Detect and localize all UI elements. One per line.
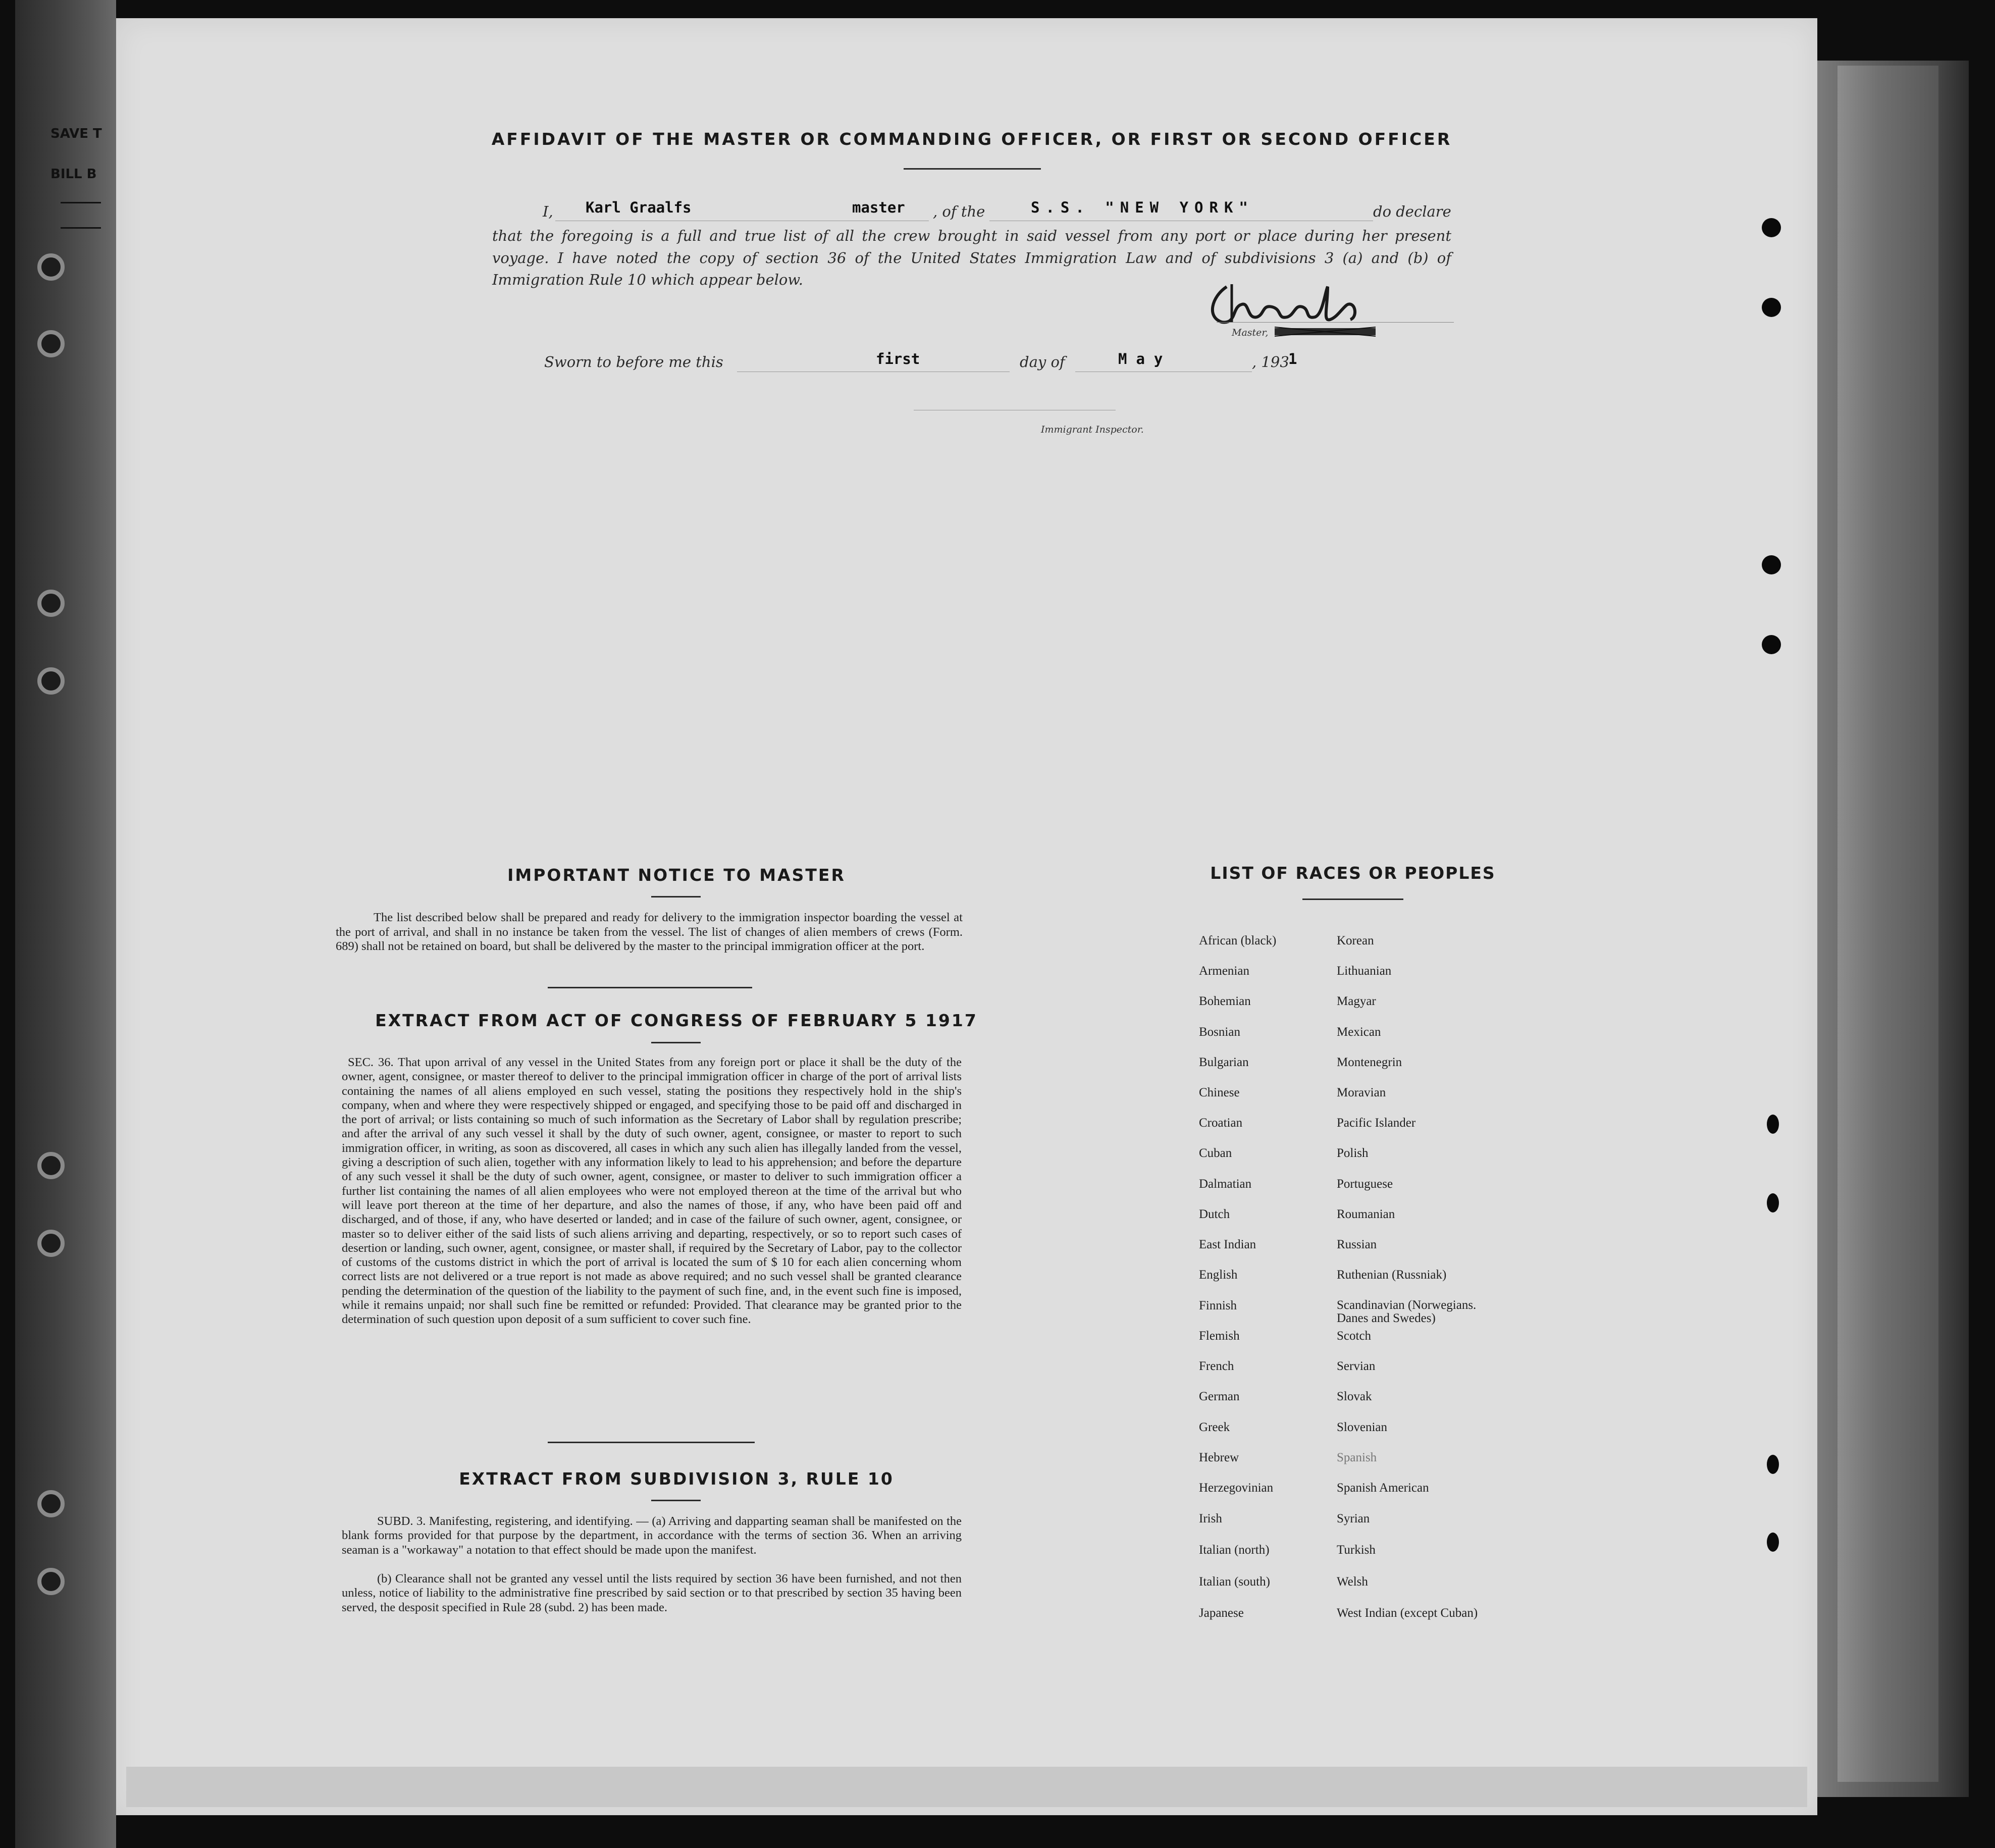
race-item: Montenegrin [1337, 1055, 1402, 1069]
race-item: Polish [1337, 1146, 1369, 1160]
race-item: Greek [1199, 1420, 1230, 1434]
race-item: Mexican [1337, 1025, 1381, 1039]
race-item: East Indian [1199, 1238, 1256, 1251]
race-item: Japanese [1199, 1606, 1244, 1620]
act-title: EXTRACT FROM ACT OF CONGRESS OF FEBRUARY 5 1917 [375, 1011, 978, 1030]
day-of-label: day of [1020, 353, 1065, 371]
race-item: Dalmatian [1199, 1177, 1252, 1191]
do-declare-label: do declare [1373, 203, 1451, 220]
binder-ring [37, 1490, 65, 1517]
race-item: Finnish [1199, 1299, 1237, 1312]
binder-ring [37, 1568, 65, 1595]
punch-hole [1767, 1455, 1779, 1474]
punch-hole [1762, 555, 1781, 574]
race-item: Russian [1337, 1238, 1377, 1251]
act-underline [651, 1042, 701, 1043]
act-divider [548, 1442, 755, 1443]
race-item: Chinese [1199, 1086, 1240, 1099]
binder-ring [37, 1152, 65, 1179]
rule10-title: EXTRACT FROM SUBDIVISION 3, RULE 10 [459, 1469, 894, 1489]
race-item: African (black) [1199, 934, 1277, 947]
race-item: Croatian [1199, 1116, 1243, 1130]
punch-hole [1762, 635, 1781, 654]
rank-field: master [852, 199, 905, 216]
binder-left-edge [15, 0, 116, 1848]
race-item: Bulgarian [1199, 1055, 1249, 1069]
of-the-label: , of the [933, 203, 985, 220]
race-item: Cuban [1199, 1146, 1232, 1160]
race-item: Dutch [1199, 1207, 1230, 1221]
affidavit-line-2: that the foregoing is a full and true list of all the crew brought in said vessel from any port or place during her present [492, 227, 1451, 244]
rule10-underline [651, 1500, 701, 1501]
race-item: Ruthenian (Russniak) [1337, 1268, 1447, 1282]
master-label: Master, [1232, 327, 1269, 338]
race-item: Armenian [1199, 964, 1249, 978]
race-item: Syrian [1337, 1512, 1370, 1525]
race-item: Roumanian [1337, 1207, 1395, 1221]
act-text: SEC. 36. That upon arrival of any vessel in the United States from any foreign port or place it shall be the duty of the owner, agent, consignee, or master thereof to deliver to the principal immigration officer in charge of the port of arrival lists containing the names of all aliens employed en such vessel, stating the positions they respectively hold in the ship's company, when and where they were respectively shipped or engaged, and specifying those to be paid off and discharged in the port of arrival; or lists containing so much of such information as the Secretary of Labor shall by regulation prescribe; and after the arrival of any such vessel it shall by the duty of such owner, agent, consignee, or master to report to such immigration officer, in writing, as soon as discovered, all cases in which any such alien has illegally landed from the vessel, giving a description of such alien, together with any information likely to lead to his apprehension; and before the departure of any such vessel it shall be the duty of such owner, agent, consignee, or master to deliver to such immigration officer a further list containing the names of all alien employees who were not employed thereon at the time of the arrival but who will leave port thereon at the time of her departure, and also the names of those, if any, who have been paid off and discharged, and of those, if any, who have deserted or landed; and in case of the failure of such owner, agent, consignee, or master so to deliver either of the said lists of such aliens arriving and departing, respectively, or so to report such cases of desertion or landing, such owner, agent, consignee, or master shall, if required by the Secretary of Labor, pay to the collector of customs of the customs district in which the port of arrival is located the sum of $ 10 for each alien concerning whom correct lists are not delivered or a true report is not made as above required; and no such vessel shall be granted clearance pending the determination of the question of the liability to the payment of such fine, and, in the event such fine is imposed, while it remains unpaid; nor shall such fine be remitted or refunded: Provided. That clearance may be granted prior to the determination of such question upon deposit of a sum sufficient to cover such fine. [342, 1055, 962, 1327]
struck-text [1275, 325, 1376, 337]
race-item: Bohemian [1199, 994, 1251, 1008]
rule10-text-b: (b) Clearance shall not be granted any vessel until the lists required by section 36 have been furnished, and not then unless, notice of liability to the administrative fine prescribed by said section or to that prescribed by section 35 having been served, the desposit specified in Rule 28 (subd. 2) has been made. [342, 1572, 962, 1614]
race-item: Slovak [1337, 1390, 1372, 1403]
punch-hole [1767, 1193, 1779, 1212]
year-suffix-field: 1 [1288, 350, 1297, 367]
punch-hole [1762, 298, 1781, 317]
race-item: Portuguese [1337, 1177, 1393, 1191]
punch-hole [1762, 218, 1781, 237]
sworn-label: Sworn to before me this [544, 353, 723, 371]
race-item: Irish [1199, 1512, 1222, 1525]
races-title: LIST OF RACES OR PEOPLES [1210, 863, 1496, 883]
notice-divider [548, 987, 752, 988]
notice-text: The list described below shall be prepared and ready for delivery to the immigration inspector boarding the vessel at the port of arrival, and shall in no instance be taken from the vessel. The list of changes of alien members of crews (Form. 689) shall not be retained on board, but shall be delivered by the master to the principal immigration officer at the port. [336, 911, 963, 953]
binder-stub-label [50, 126, 116, 242]
race-item: English [1199, 1268, 1238, 1282]
race-item: Scandinavian (Norwegians. Danes and Swedes) [1337, 1298, 1477, 1325]
binder-ring [37, 253, 65, 281]
master-name-field: Karl Graalfs [586, 199, 692, 216]
punch-hole [1767, 1115, 1779, 1134]
race-item: Flemish [1199, 1329, 1240, 1343]
race-item: Spanish [1337, 1451, 1377, 1464]
binder-ring [37, 1230, 65, 1257]
race-item: Welsh [1337, 1575, 1368, 1589]
race-item: Herzegovinian [1199, 1481, 1274, 1495]
affidavit-i-label: I, [543, 203, 553, 220]
binder-right-pages [1838, 66, 1938, 1782]
vessel-name-field: S.S. "NEW YORK" [1031, 199, 1254, 216]
sworn-day-field: first [876, 350, 920, 367]
race-item: Magyar [1337, 994, 1376, 1008]
race-item: Slovenian [1337, 1420, 1387, 1434]
binder-ring [37, 590, 65, 617]
race-item: Scotch [1337, 1329, 1372, 1343]
race-item: West Indian (except Cuban) [1337, 1606, 1478, 1620]
title-underline [904, 168, 1041, 170]
binder-ring [37, 667, 65, 695]
affidavit-line-4: Immigration Rule 10 which appear below. [492, 271, 803, 288]
stub-line-1: SAVE T [50, 126, 102, 141]
race-item: Korean [1337, 934, 1374, 947]
race-item: Italian (north) [1199, 1543, 1270, 1557]
signature-line [1217, 322, 1454, 323]
sworn-month-field: May [1118, 350, 1172, 367]
rule10-text-a: SUBD. 3. Manifesting, registering, and identifying. — (a) Arriving and dapparting seaman shall be manifested on the blank forms provided for that purpose by the department, in accordance with the terms of section 36. When an arriving seaman is a "workaway" a notation to that effect should be made upon the manifest. [342, 1514, 962, 1557]
page-bottom-edge [126, 1767, 1807, 1807]
affidavit-line-3: voyage. I have noted the copy of section 36 of the United States Immigration Law and of subdivisions 3 (a) and (b) of [492, 249, 1451, 267]
inspector-label: Immigrant Inspector. [1041, 424, 1144, 435]
race-item: Italian (south) [1199, 1575, 1270, 1589]
binder-ring [37, 330, 65, 357]
year-label: , 193 [1252, 353, 1289, 371]
race-item: Servian [1337, 1359, 1376, 1373]
affidavit-title: AFFIDAVIT OF THE MASTER OR COMMANDING OFFICER, OR FIRST OR SECOND OFFICER [491, 129, 1452, 149]
stub-line-2: BILL B [50, 167, 97, 182]
race-item: Bosnian [1199, 1025, 1240, 1039]
race-item: German [1199, 1390, 1240, 1403]
notice-title: IMPORTANT NOTICE TO MASTER [507, 865, 846, 885]
race-item: Lithuanian [1337, 964, 1392, 978]
race-item: Spanish American [1337, 1481, 1429, 1495]
race-item: French [1199, 1359, 1234, 1373]
race-item: Turkish [1337, 1543, 1376, 1557]
notice-underline [651, 896, 701, 897]
punch-hole [1767, 1533, 1779, 1552]
race-item: Pacific Islander [1337, 1116, 1416, 1130]
race-item: Moravian [1337, 1086, 1386, 1099]
race-item: Hebrew [1199, 1451, 1239, 1464]
races-underline [1302, 899, 1403, 900]
